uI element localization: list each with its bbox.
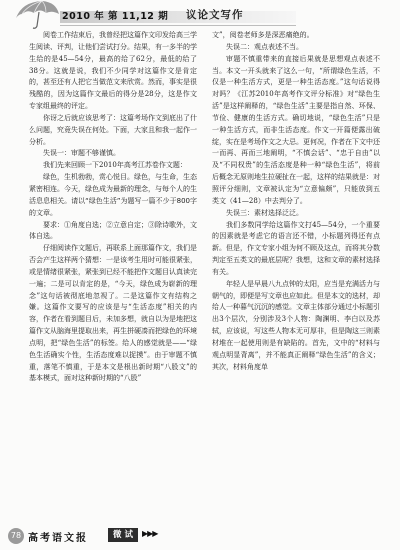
arrow-icons: ▶▶▶ [142, 529, 158, 538]
page-number: 78 [8, 528, 24, 544]
page-footer [0, 522, 400, 550]
right-column [212, 30, 380, 373]
issue-label: 2010 年 第 11,12 期 [62, 11, 169, 22]
paragraph: 我们多数同学给这篇作文打45—54分，一个重要的因素就是考虑它的语言还不错，小标题列得还有点新。但是，作文专家小组为何不顾及这点，而将其分数判定至五类文的最底层呢？我想，这和文章的素材选择有关。 [212, 220, 380, 276]
paragraph: 你讶之后就应该思考了：这篇考场作文到底出了什么问题，究竟失误在何处。下面，大家且和我一起作一分析。 [29, 113, 197, 146]
subheading-mistake-3: 失误三：素材选择泛泛。 [226, 208, 303, 217]
subheading-mistake-1: 失误一：审题不够谨慎。 [43, 149, 120, 158]
page-header [0, 0, 400, 30]
paragraph: 审题不慎重带来的直接后果就是思想观点表述不当。本文一开头就来了这么一句，“所谓绿色生活，不仅是一种生活方式，更是一种生活态度。”这句话说得对吗？《江苏2010年高考作文评分标准》对“绿色生活”是这样阐释的，“绿色生活”主要是指自然、环保、节俭、健康的生活方式。确切地说，“绿色生活”只是一种生活方式，而非生活态度。作文一开篇便露出破绽，实在是考场作文之大忌。更何况，作者在下文中还一而再、再而三地阐明，“不慎会话”、“忠于自由”以及“不同权贵”的生活态度是种一种“绿色生活”，将前后概念无原则地生拉硬扯在一起，这样的结果就是：对照评分细则，文章被认定为“立意偏颇”，只能放到五类文（41—28）中去判分了。 [212, 54, 380, 205]
column-title: 议论文写作 [186, 9, 244, 21]
paragraph: 年轻人是早晨八九点钟的太阳，应当是充满活力与朝气的，即便是写文章也应如此。但是本文的选材，却给人一种暮气沉沉的感觉。文章主体部分通过小标题引出3个层次，分别涉及3个人物：陶渊明、李白以及苏轼，应该说，写这些人物本无可厚非，但是陶这三则素材堆在一起使用则是有缺陷的。首先，文中的“材料与观点明显背离”，并不能真正阐释“绿色生活”的含义；其次，材料角度单 [212, 279, 380, 371]
essay-prompt-quote: 绿色，生机勃勃，赏心悦目。绿色，与生命，生态紧密相连。今天，绿色成为最新的理念，与每个人的生活息息相关。请以“绿色生活”为题写一篇不少于800字的文章。 [29, 173, 197, 217]
newspaper-title: 高考语文报 [28, 533, 88, 544]
paragraph: 阅卷工作结束后，我曾经把这篇作文印发给高三学生阅读、评判，让他们尝试打分。结果，有一多半的学生给的是45—54分，最高的给了62分，最低的给了38分。这就是说，我们不少同学对这篇作文是肯定的，甚至还有人把它当做范文来欣赏。然而，事实是很残酷的，因为这篇作文最后的得分是28分，这是作文专家组最终的评定。 [29, 31, 197, 111]
header-divider [60, 25, 296, 26]
paragraph: 文”，阅卷老师多是深恶痛绝的。 [212, 31, 314, 39]
paragraph: 要求：①角度自选；②立意自定；③除诗歌外，文体自选。 [29, 220, 197, 241]
paragraph: 仔细阅读作文题后，再联系上面那篇作文，我们是否会产生这样两个猜想：一是该考生用时可能很紧张，或是情绪很紧张，紧张到已经不能把作文题目认真读完一遍；二是可以肯定的是，“今天，绿色成为崭新的理念”这句话被彻底地忽视了。二是这篇作文有结构之嫌。这篇作文要写的应该是与“生活态度”相关的内容，作者在看到题目后，未加多想，就自以为是地把这篇作文从脑海里提取出来，再生拼硬凑而把绿色的环境点明，把“绿色生活”的标签。给人的感觉就是——“绿色生活确实个性，生活态度难以捉摸”。由于审题不慎重，落笔不慎重，于是本文是根出新时期“八股文”的基本模式，面对这种新时期的“八股” [29, 244, 197, 383]
umbrella-icon [14, 0, 60, 30]
subheading-mistake-2: 失误二：观点表述不当。 [226, 42, 303, 51]
paragraph: 我们先来回顾一下2010年高考江苏卷作文题： [43, 161, 187, 170]
section-badge: 微 试 [108, 528, 138, 542]
left-column [29, 30, 197, 385]
